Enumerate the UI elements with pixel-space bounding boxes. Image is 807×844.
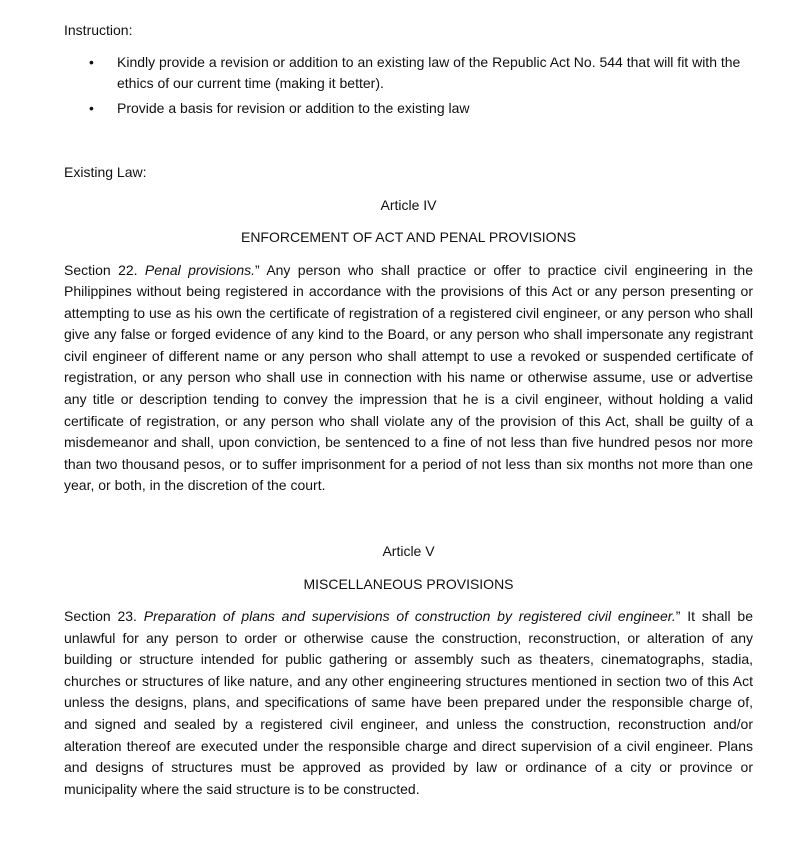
- instruction-item: [64, 52, 753, 95]
- section-23-title: Preparation of plans and supervisions of construction by registered civil engineer.: [143, 608, 676, 625]
- section-22-quote: ”: [255, 261, 260, 278]
- instruction-item: [64, 98, 753, 120]
- bullet-icon: •: [89, 99, 94, 116]
- section-22-title: Penal provisions.: [144, 261, 256, 278]
- section-22-paragraph: [64, 260, 753, 498]
- section-23-text: It shall be unlawful for any person to order or otherwise cause the construction, reconstruction, or alteration of any building or structure intended for public gathering or assembly such as theaters, cinematographs, stadia, churches or structures of like nature, and any other engineering structures mentioned in section two of this Act unless the designs, plans, and specifications of same have been prepared under the responsible charge of, and signed and sealed by a registered civil engineer, and unless the construction, reconstruction and/or alteration thereof are executed under the responsible charge and direct supervision of a civil engineer. Plans and designs of structures must be approved as provided by law or ordinance of a city or province or municipality where the said structure is to be constructed.: [64, 608, 753, 797]
- section-23-paragraph: [64, 606, 753, 800]
- existing-law-label: Existing Law:: [64, 164, 147, 180]
- instruction-item-text: Provide a basis for revision or addition to the existing law: [117, 99, 470, 116]
- section-22-text: Any person who shall practice or offer to practice civil engineering in the Philippines without being registered in accordance with the provisions of this Act or any person presenting or attempting to use as his own the certificate of registration of a registered civil engineer, or any person who shall give any false or forged evidence of any kind to the Board, or any person who shall impersonate any registrant civil engineer of different name or any person who shall attempt to use a revoked or suspended certificate of registration, or any person who shall use in connection with his name or otherwise assume, use or advertise any title or description tending to convey the impression that he is a civil engineer, without holding a valid certificate of registration, or any person who shall violate any of the provision of this Act, shall be guilty of a misdemeanor and shall, upon conviction, be sentenced to a fine of not less than five hundred pesos nor more than two thousand pesos, or to suffer imprisonment for a period of not less than six months not more than one year, or both, in the discretion of the court.: [64, 261, 753, 494]
- instruction-list: [64, 52, 753, 120]
- article-v-heading: MISCELLANEOUS PROVISIONS: [303, 575, 514, 592]
- instruction-label: Instruction:: [64, 22, 133, 38]
- article-iv-title: Article IV: [380, 196, 437, 213]
- bullet-icon: •: [89, 53, 94, 70]
- section-23-number: Section 23.: [64, 608, 137, 625]
- article-iv-heading: ENFORCEMENT OF ACT AND PENAL PROVISIONS: [240, 229, 577, 245]
- section-22-number: Section 22.: [64, 261, 138, 278]
- article-v-title: Article V: [382, 543, 435, 560]
- instruction-item-text: Kindly provide a revision or addition to an existing law of the Republic Act No. 544 that will fit with the ethics of our current time (making it better).: [117, 53, 741, 91]
- section-23-quote: ”: [675, 608, 681, 625]
